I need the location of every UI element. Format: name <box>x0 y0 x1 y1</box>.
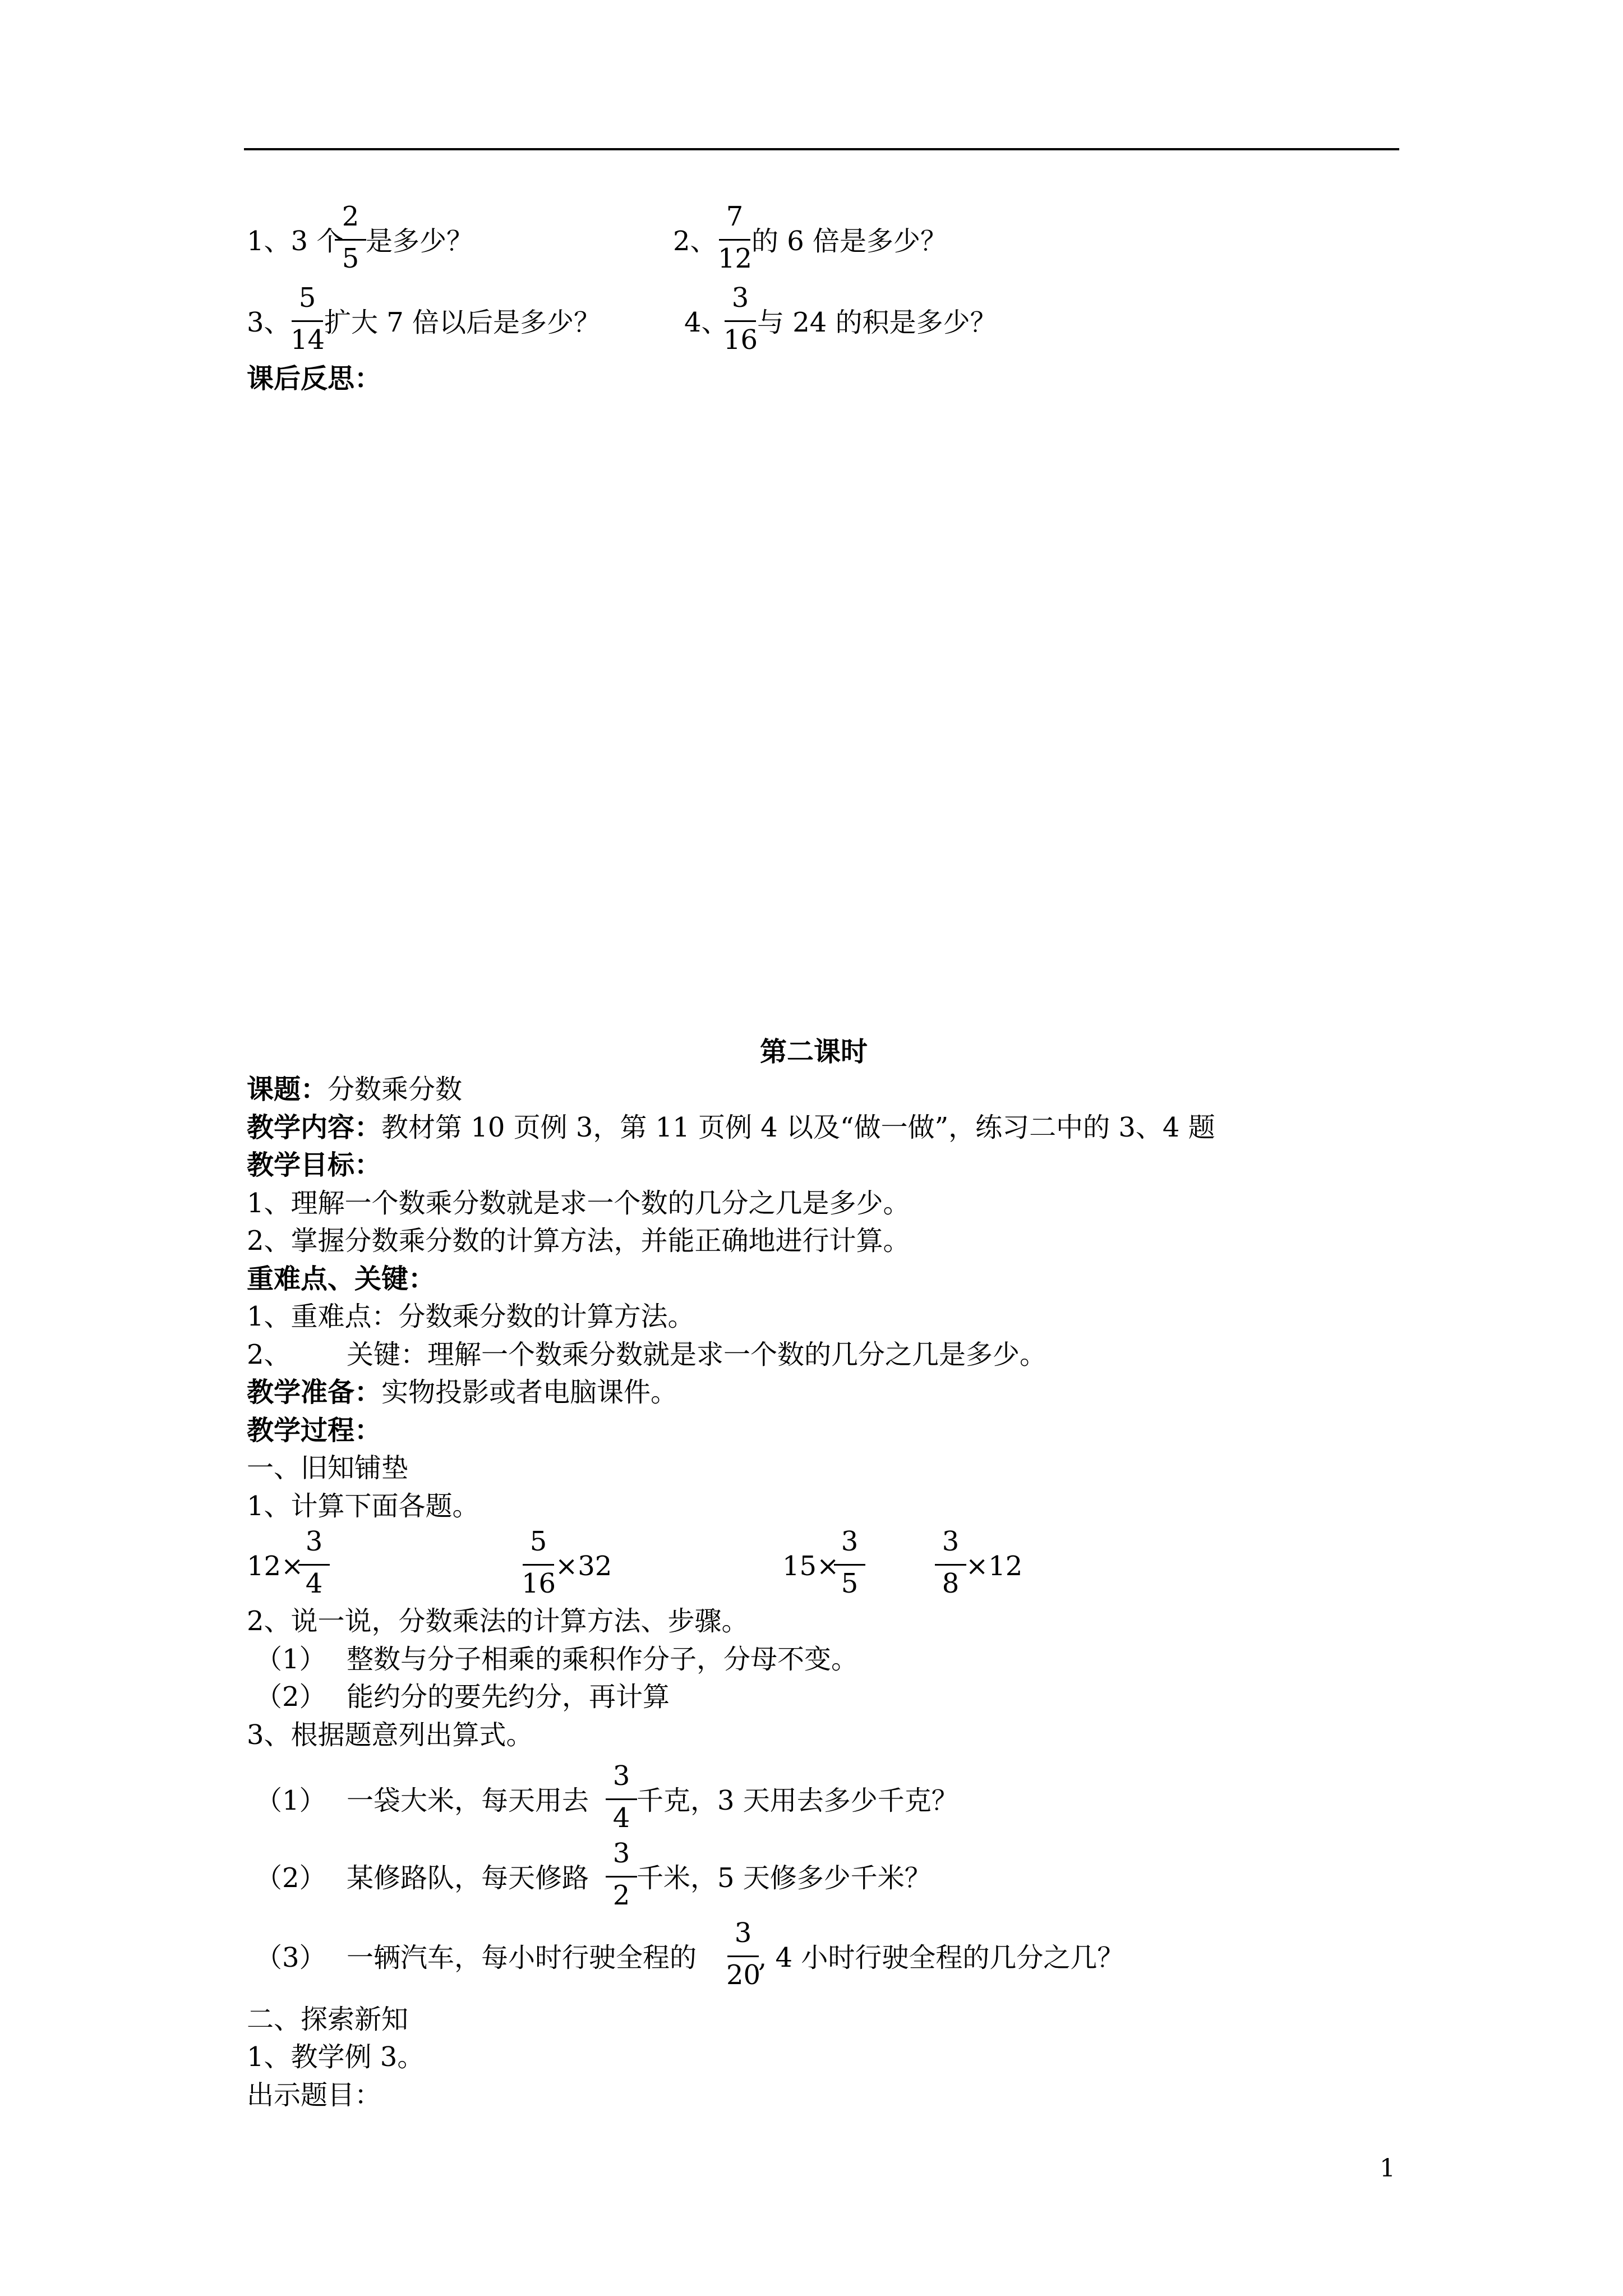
word-2-suffix: 千米，5 天修多少千米？ <box>637 1862 932 1894</box>
goal-2: 2、掌握分数乘分数的计算方法，并能正确地进行计算。 <box>247 1225 910 1257</box>
section-1-heading: 一、旧知铺垫 <box>247 1452 409 1484</box>
q1-suffix: 是多少？ <box>366 226 474 257</box>
point-1-number: （1） <box>255 1644 326 1675</box>
q2-fraction: 7 12 <box>718 201 753 274</box>
calc-1-prefix: 12× <box>247 1550 304 1582</box>
calc-4-fraction: 3 8 <box>934 1527 967 1598</box>
q3-prefix: 3、 <box>247 307 291 338</box>
q3-suffix: 扩大 7 倍以后是多少？ <box>324 307 601 338</box>
key-2: 关键：理解一个数乘分数就是求一个数的几分之几是多少。 <box>347 1339 1047 1370</box>
section-1-item-1: 1、计算下面各题。 <box>247 1490 479 1522</box>
section-2-item-1: 1、教学例 3。 <box>247 2041 425 2073</box>
q4-fraction: 3 16 <box>723 282 758 356</box>
q1-fraction: 2 5 <box>334 202 367 273</box>
word-2-number: （2） <box>255 1862 326 1894</box>
section-1-item-3: 3、根据题意列出算式。 <box>247 1719 533 1751</box>
calc-2-fraction: 5 16 <box>522 1526 556 1599</box>
point-2: 能约分的要先约分，再计算 <box>347 1681 670 1713</box>
point-2-number: （2） <box>255 1681 326 1713</box>
point-1: 整数与分子相乘的乘积作分子，分母不变。 <box>347 1644 859 1675</box>
section-1-item-2: 2、说一说，分数乘法的计算方法、步骤。 <box>247 1605 749 1637</box>
word-3-fraction: 3 20 <box>726 1917 761 1991</box>
key-label: 重难点、关键： <box>247 1263 436 1295</box>
goal-1: 1、理解一个数乘分数就是求一个数的几分之几是多少。 <box>247 1188 910 1219</box>
reflection-label: 课后反思： <box>247 363 382 394</box>
calc-4-suffix: ×12 <box>966 1550 1023 1582</box>
q4-prefix: 4、 <box>684 307 728 338</box>
goals-label: 教学目标： <box>247 1149 382 1181</box>
word-3-prefix: 一辆汽车，每小时行驶全程的 <box>347 1942 697 1973</box>
header-rule <box>244 148 1399 150</box>
q2-prefix: 2、 <box>673 226 717 257</box>
word-1-number: （1） <box>255 1785 326 1816</box>
word-1-fraction: 3 4 <box>605 1761 638 1833</box>
q1-prefix: 1、3 个 <box>247 226 344 257</box>
process-label: 教学过程： <box>247 1415 382 1446</box>
lesson-heading: 第二课时 <box>760 1036 868 1068</box>
prep-line: 教学准备：实物投影或者电脑课件。 <box>247 1377 678 1408</box>
section-2-heading: 二、探索新知 <box>247 2004 409 2035</box>
key-2-number: 2、 <box>247 1339 291 1370</box>
q2-suffix: 的 6 倍是多少？ <box>751 226 948 257</box>
key-1: 1、重难点：分数乘分数的计算方法。 <box>247 1301 695 1332</box>
q4-suffix: 与 24 的积是多少？ <box>757 307 997 338</box>
topic-line: 课题：分数乘分数 <box>247 1074 463 1105</box>
calc-2-suffix: ×32 <box>555 1550 612 1582</box>
section-2-item-2: 出示题目： <box>247 2079 382 2111</box>
word-2-fraction: 3 2 <box>605 1839 638 1910</box>
word-3-number: （3） <box>255 1942 326 1973</box>
calc-3-fraction: 3 5 <box>833 1527 866 1598</box>
word-2-prefix: 某修路队，每天修路 <box>347 1862 589 1894</box>
page-number: 1 <box>1380 2154 1395 2183</box>
calc-3-prefix: 15× <box>782 1550 840 1582</box>
word-1-suffix: 千克，3 天用去多少千克？ <box>637 1785 958 1816</box>
calc-1-fraction: 3 4 <box>297 1527 331 1598</box>
word-1-prefix: 一袋大米，每天用去 <box>347 1785 589 1816</box>
content-line: 教学内容：教材第 10 页例 3，第 11 页例 4 以及“做一做”，练习二中的 3、4 题 <box>247 1112 1215 1143</box>
q3-fraction: 5 14 <box>291 282 325 356</box>
word-3-suffix: , 4 小时行驶全程的几分之几？ <box>758 1942 1124 1973</box>
